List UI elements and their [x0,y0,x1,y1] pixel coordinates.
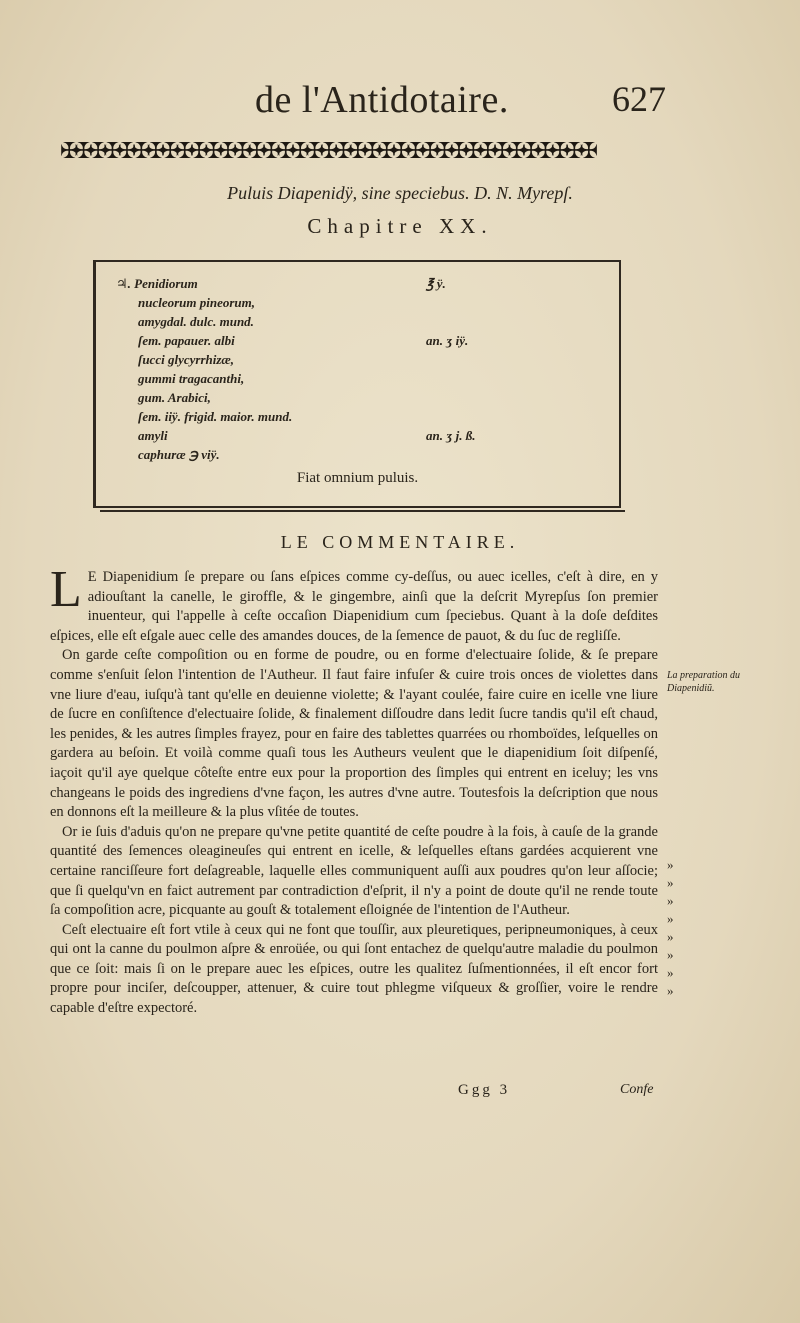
recipe-ingredient: gum. Arabici, [138,390,211,405]
commentary-body [50,561,658,1019]
paragraph: Ceſt electuaire eſt fort vtile à ceux qui ne font que touſſir, aux pleuretiques, peripneumoniques, à ceux qui ont la canne du poulmon aſpre & enroüée, ou qui ſont entachez de quelqu'autre maladie du poulmon que ce ſoit: mais ſi on le prepare auec les eſpices, outre les qualitez ſuſmentionnées, il eſt encor fort propre pour inciſer, deſcoupper, attenuer, & cuire tout phlegme viſqueux & groſſier, voire le rendre capable d'eſtre expectoré. [50,921,658,1017]
recipe-dose: an. ʒ iÿ. [426,333,469,348]
catchword: Confe [620,1082,654,1097]
paragraph: On garde ceſte compoſition ou en forme de poudre, ou en forme d'electuaire ſolide, & ſe prepare comme s'enſuit ſelon l'intention de l'Autheur. Il faut faire infuſer & cuire trois onces de violettes dans vne liure d'eau, iuſqu'à tant qu'elle en deuienne violette; & l'ayant coulée, faire cuire en icelle vne liure de ſucre en conſiſtence d'electuaire ſolide, & finalement diſſoudre dans ledit ſucre tandis qu'il eſt chaud, les penides, & les autres ſimples frayez, pour en faire des tablettes quarrées ou rhomboïdes, leſquelles on gardera au beſoin. Et voilà comme quaſi tous les Autheurs veulent que le diapenidium ſoit diſpenſé, iaçoit qu'il aye quelque côteſte entre eux pour la proportion des ſimples qui entrent en iceluy; les vns changeans le poids des ingrediens d'vne façon, les autres d'vne autre. Toutesfois la deſcription que nous en donnons eſt la meilleure & la plus vſitée de toutes. [50,647,658,821]
recipe-closing: Fiat omnium puluis. [296,470,419,486]
recipe-ingredient: ſem. iiÿ. frigid. maior. mund. [138,409,293,424]
recipe-ingredient: gummi tragacanthi, [138,371,245,386]
recipe-dose: ℥ ÿ. [426,276,446,291]
quote-mark: » [667,875,674,890]
quote-mark: » [667,929,674,944]
recipe-ingredient: ſucci glycyrrhizæ, [138,352,235,367]
margin-note: La preparation du Diapenidiũ. [667,670,740,694]
commentary-heading: LE COMMENTAIRE. [280,532,520,552]
running-head: de l'Antidotaire. [255,79,509,121]
recipe-ingredient: amyli [138,428,168,443]
quote-mark: » [667,983,674,998]
page-footer [0,1082,800,1102]
fleuron-ornament-band: ✠✠✠✠✠✠✠✠✠✠✠✠✠✠✠✠✠✠✠✠✠✠✠✠✠✠✠✠✠✠✠✠✠✠✠✠✠ [60,138,595,163]
recipe-dose: an. ʒ j. ß. [426,428,476,443]
chapter-heading: Chapitre XX. [307,214,493,238]
quote-mark: » [667,857,674,872]
page-number: 627 [612,79,666,119]
formula-title: Puluis Diapenidÿ, sine speciebus. D. N. Myrepſ. [227,183,573,203]
signature-mark: Ggg 3 [458,1082,511,1098]
recipe-box [93,260,621,508]
recipe-ingredient: caphuræ ℈ viÿ. [138,447,220,462]
recipe-ingredient: nucleorum pineorum, [138,295,256,310]
quote-mark: » [667,947,674,962]
recipe-ingredient: amygdal. dulc. mund. [138,314,254,329]
paragraph-text: E Diapenidium ſe prepare ou ſans eſpices comme cy-deſſus, ou auec icelles, c'eſt à dire, en y adiouſtant la canelle, le giroffle, & le gingembre, ainſi que la deſcrit Myrepſus ſon premier inuenteur, qui l'appelle à ceſte occaſion Diapenidium cum ſpeciebus. Quant à la doſe deſdites eſpices, elle eſt eſgale auec celle des amandes douces, de la ſemence de pauot, & du ſuc de regliſſe. [50,569,658,644]
paragraph [50,561,658,646]
quote-mark: » [667,965,674,980]
page-header [0,78,800,128]
quotation-marks-column [667,856,687,1000]
drop-cap: L [50,561,82,618]
quote-mark: » [667,893,674,908]
recipe-ingredient: ♃. Penidiorum [116,276,198,291]
quote-mark: » [667,911,674,926]
recipe-ingredient: ſem. papauer. albi [138,333,235,348]
paragraph: Or ie ſuis d'aduis qu'on ne prepare qu'vne petite quantité de ceſte poudre à la fois, à cauſe de la grande quantité des ſemences oleagineuſes qui entrent en icelle, & leſquelles eſtans gardées acquierent vne certaine ranciſſeure fort deſagreable, laquelle elles communiquent auſſi aux poudres qu'on leur aſſocie; que ſi quelqu'vn en faict autrement par contradiction d'eſprit, il n'y a point de doute qu'il ne rende toute ſa compoſition acre, picquante au gouſt & totalement eſloignée de l'intention de l'Autheur. [50,823,658,919]
